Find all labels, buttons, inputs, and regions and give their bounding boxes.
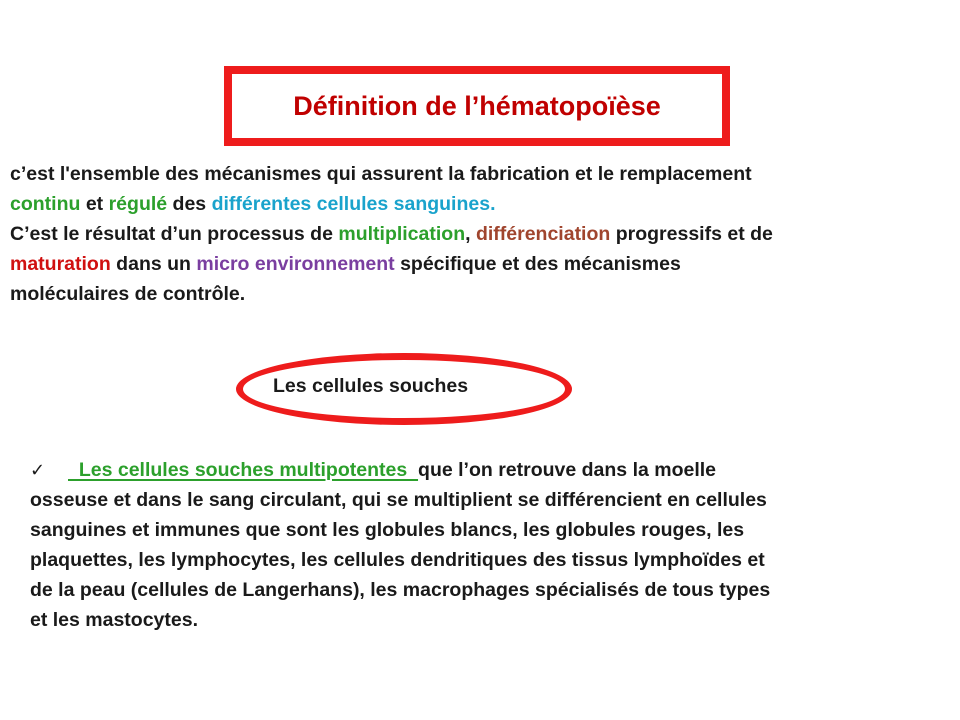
bullet-line-3: sanguines et immunes que sont les globules blancs, les globules rouges, les — [30, 519, 745, 541]
text-fragment: spécifique et des mécanismes — [394, 253, 681, 275]
term-multiplication: multiplication — [338, 223, 466, 245]
definition-line-3 — [10, 219, 955, 249]
section-heading: Les cellules souches — [273, 375, 469, 397]
definition-line-1: c’est l'ensemble des mécanismes qui assurent la fabrication et le remplacement — [10, 163, 752, 185]
bullet-line-4: plaquettes, les lymphocytes, les cellules dendritiques des tissus lymphoïdes et — [30, 549, 765, 571]
bullet-line-5: de la peau (cellules de Langerhans), les macrophages spécialisés de tous types — [30, 579, 771, 601]
definition-paragraph — [10, 159, 955, 309]
text-fragment: que l’on retrouve dans la moelle — [418, 459, 717, 481]
text-fragment: des — [167, 193, 212, 215]
definition-line-4 — [10, 249, 955, 279]
text-fragment: dans un — [110, 253, 197, 275]
term-maturation: maturation — [10, 253, 111, 275]
text-fragment: progressifs et de — [610, 223, 773, 245]
checkmark-icon: ✓ — [30, 460, 46, 480]
text-fragment: C’est le résultat d’un processus de — [10, 223, 339, 245]
definition-line-2 — [10, 189, 955, 219]
bullet-line-6: et les mastocytes. — [30, 609, 199, 631]
definition-line-5: moléculaires de contrôle. — [10, 283, 246, 305]
bullet-line-1 — [30, 455, 955, 485]
text-fragment: et — [80, 193, 109, 215]
term-regule: régulé — [108, 193, 168, 215]
stem-cell-paragraph — [30, 455, 955, 635]
bullet-line-2: osseuse et dans le sang circulant, qui se multiplient se différencient en cellules — [30, 489, 767, 511]
term-micro-environnement: micro environnement — [196, 253, 395, 275]
text-fragment: , — [465, 223, 476, 245]
multipotent-stem-cells-link[interactable]: Les cellules souches multipotentes — [68, 459, 419, 481]
term-cellules-sanguines: différentes cellules sanguines. — [211, 193, 496, 215]
term-continu: continu — [10, 193, 81, 215]
slide-title: Définition de l’hématopoïèse — [293, 90, 661, 121]
title-frame — [224, 66, 730, 146]
term-differenciation: différenciation — [475, 223, 611, 245]
